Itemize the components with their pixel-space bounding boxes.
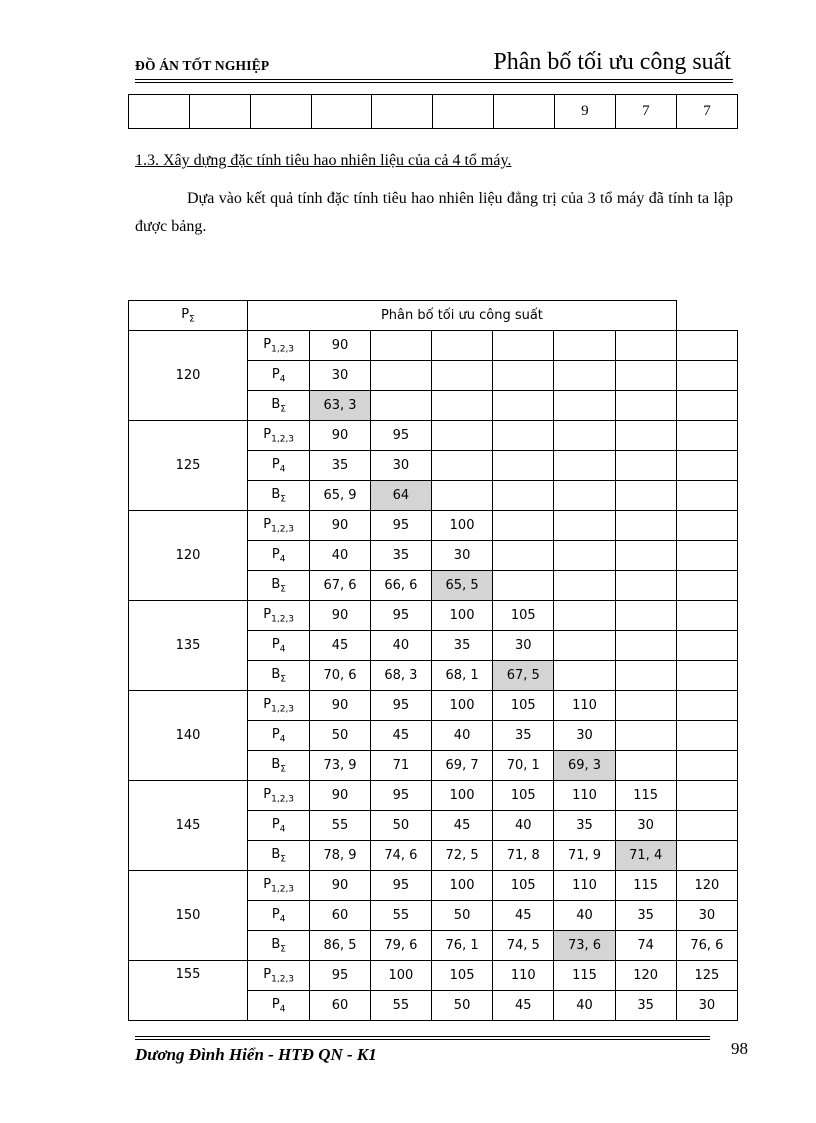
table-cell: 95 (370, 691, 431, 721)
table-cell (431, 421, 492, 451)
continued-table-cell (250, 95, 311, 129)
table-cell (615, 481, 676, 511)
table-cell: 90 (310, 511, 371, 541)
table-cell: 74, 5 (493, 931, 554, 961)
table-cell (431, 391, 492, 421)
table-cell: 35 (493, 721, 554, 751)
table-cell: 35 (615, 991, 676, 1021)
table-cell (676, 331, 737, 361)
table-cell (676, 781, 737, 811)
table-cell (676, 811, 737, 841)
table-cell (615, 451, 676, 481)
row-label-label_p123: $P_{1,2,3}$ (248, 331, 310, 361)
table-cell (554, 571, 615, 601)
table-cell: 35 (615, 901, 676, 931)
table-cell: 79, 6 (370, 931, 431, 961)
table-cell: 105 (431, 961, 492, 991)
table-cell: 68, 1 (431, 661, 492, 691)
total-power-cell: 145 (129, 781, 248, 871)
table-cell: 74 (615, 931, 676, 961)
table-cell (615, 661, 676, 691)
continued-table-row (129, 95, 738, 129)
table-cell (554, 661, 615, 691)
table-row (129, 601, 738, 631)
row-label-label_p4: $P_4$ (248, 811, 310, 841)
table-cell: 64 (370, 481, 431, 511)
table-cell: 105 (493, 691, 554, 721)
table-cell: 90 (310, 421, 371, 451)
continued-table-cell: 9 (554, 95, 615, 129)
table-cell: 30 (676, 901, 737, 931)
continued-table-cell (433, 95, 494, 129)
table-cell: 45 (431, 811, 492, 841)
table-row (129, 871, 738, 901)
table-cell: 86, 5 (310, 931, 371, 961)
row-label-label_p4: $P_4$ (248, 541, 310, 571)
table-cell: 95 (370, 871, 431, 901)
table-cell (370, 391, 431, 421)
table-cell: 30 (615, 811, 676, 841)
continued-table-cell (372, 95, 433, 129)
table-cell: 68, 3 (370, 661, 431, 691)
row-label-label_b: $B_\Sigma$ (248, 841, 310, 871)
table-cell: 45 (310, 631, 371, 661)
table-cell: 60 (310, 991, 371, 1021)
table-cell (554, 361, 615, 391)
row-label-label_b: $B_\Sigma$ (248, 391, 310, 421)
table-cell: 115 (615, 781, 676, 811)
table-cell: 63, 3 (310, 391, 371, 421)
table-cell: 100 (370, 961, 431, 991)
table-cell: 40 (554, 901, 615, 931)
table-row (129, 691, 738, 721)
table-cell (676, 361, 737, 391)
table-cell: 30 (431, 541, 492, 571)
table-cell: 45 (493, 901, 554, 931)
table-cell: 35 (310, 451, 371, 481)
table-cell: 55 (370, 901, 431, 931)
table-cell: 73, 6 (554, 931, 615, 961)
table-cell: 71 (370, 751, 431, 781)
table-cell (493, 361, 554, 391)
table-cell: 30 (493, 631, 554, 661)
row-label-label_p123: $P_{1,2,3}$ (248, 871, 310, 901)
total-power-cell: 150 (129, 871, 248, 961)
table-cell (370, 331, 431, 361)
table-cell (554, 541, 615, 571)
row-label-label_p123: $P_{1,2,3}$ (248, 691, 310, 721)
header-total-power: $P_\Sigma$ (129, 301, 248, 331)
table-cell: 35 (370, 541, 431, 571)
table-cell: 73, 9 (310, 751, 371, 781)
table-cell: 30 (370, 451, 431, 481)
table-cell (493, 391, 554, 421)
header-thesis-label: ĐỒ ÁN TỐT NGHIỆP (135, 58, 270, 73)
table-cell: 100 (431, 781, 492, 811)
table-cell: 71, 9 (554, 841, 615, 871)
table-row (129, 331, 738, 361)
row-label-label_b: $B_\Sigma$ (248, 931, 310, 961)
footer-rule-2 (135, 1039, 710, 1040)
table-cell: 78, 9 (310, 841, 371, 871)
table-cell: 65, 5 (431, 571, 492, 601)
table-cell (493, 571, 554, 601)
table-cell (431, 361, 492, 391)
table-row (129, 781, 738, 811)
table-cell: 50 (370, 811, 431, 841)
table-cell (431, 451, 492, 481)
table-cell (554, 481, 615, 511)
table-cell (676, 841, 737, 871)
table-cell (493, 451, 554, 481)
table-row (129, 961, 738, 991)
total-power-cell: 120 (129, 511, 248, 601)
table-cell: 55 (310, 811, 371, 841)
table-cell (676, 661, 737, 691)
section-heading: 1.3. Xây dựng đặc tính tiêu hao nhiên liệu của cả 4 tổ máy. (135, 152, 512, 169)
total-power-cell: 120 (129, 331, 248, 421)
page-header (135, 44, 733, 80)
table-cell (676, 571, 737, 601)
table-cell (676, 751, 737, 781)
table-cell (676, 481, 737, 511)
row-label-label_p123: $P_{1,2,3}$ (248, 511, 310, 541)
table-cell (554, 451, 615, 481)
table-cell (615, 541, 676, 571)
table-cell: 65, 9 (310, 481, 371, 511)
table-cell (676, 601, 737, 631)
table-cell: 110 (554, 781, 615, 811)
table-cell: 110 (554, 871, 615, 901)
table-cell: 95 (370, 511, 431, 541)
table-cell: 30 (554, 721, 615, 751)
table-cell: 115 (615, 871, 676, 901)
table-cell: 125 (676, 961, 737, 991)
table-cell: 30 (676, 991, 737, 1021)
table-cell (615, 331, 676, 361)
table-cell (431, 481, 492, 511)
table-cell: 40 (310, 541, 371, 571)
table-cell: 30 (310, 361, 371, 391)
row-label-label_p4: $P_4$ (248, 721, 310, 751)
table-cell (676, 541, 737, 571)
table-cell: 105 (493, 601, 554, 631)
table-cell: 35 (554, 811, 615, 841)
row-label-label_b: $B_\Sigma$ (248, 661, 310, 691)
table-cell (493, 541, 554, 571)
table-cell (615, 721, 676, 751)
table-cell (615, 511, 676, 541)
continued-table-cell (494, 95, 555, 129)
table-cell: 55 (370, 991, 431, 1021)
header-distribution: Phân bố tối ưu công suất (248, 301, 677, 331)
table-cell: 100 (431, 691, 492, 721)
table-cell: 71, 4 (615, 841, 676, 871)
table-cell: 69, 3 (554, 751, 615, 781)
table-cell: 50 (431, 901, 492, 931)
header-rule (135, 79, 733, 80)
table-row (129, 421, 738, 451)
continued-table (128, 94, 738, 129)
row-label-label_p123: $P_{1,2,3}$ (248, 961, 310, 991)
table-cell: 45 (370, 721, 431, 751)
table-cell: 40 (493, 811, 554, 841)
table-cell: 67, 5 (493, 661, 554, 691)
table-cell: 66, 6 (370, 571, 431, 601)
table-cell (615, 691, 676, 721)
table-cell (676, 421, 737, 451)
table-cell (615, 361, 676, 391)
continued-table-cell: 7 (615, 95, 676, 129)
table-cell (370, 361, 431, 391)
row-label-label_p123: $P_{1,2,3}$ (248, 421, 310, 451)
table-cell (554, 331, 615, 361)
table-cell: 70, 1 (493, 751, 554, 781)
table-cell (431, 331, 492, 361)
table-cell (554, 601, 615, 631)
table-cell: 71, 8 (493, 841, 554, 871)
continued-table-cell: 7 (676, 95, 737, 129)
table-cell (615, 631, 676, 661)
table-cell: 90 (310, 691, 371, 721)
table-cell (615, 391, 676, 421)
table-cell: 120 (676, 871, 737, 901)
row-label-label_p4: $P_4$ (248, 631, 310, 661)
table-cell (676, 391, 737, 421)
table-cell (554, 391, 615, 421)
table-cell: 100 (431, 871, 492, 901)
table-cell: 60 (310, 901, 371, 931)
total-power-cell: 155 (129, 961, 248, 1021)
continued-table-cell (129, 95, 190, 129)
row-label-label_b: $B_\Sigma$ (248, 751, 310, 781)
table-cell: 95 (370, 601, 431, 631)
table-cell: 69, 7 (431, 751, 492, 781)
table-cell: 90 (310, 331, 371, 361)
table-cell: 110 (493, 961, 554, 991)
table-cell (554, 511, 615, 541)
row-label-label_p4: $P_4$ (248, 361, 310, 391)
table-cell (493, 331, 554, 361)
table-cell: 95 (370, 421, 431, 451)
table-cell: 100 (431, 601, 492, 631)
table-cell: 70, 6 (310, 661, 371, 691)
table-row (129, 511, 738, 541)
table-cell (554, 421, 615, 451)
continued-table-cell (311, 95, 372, 129)
table-cell (615, 751, 676, 781)
table-cell: 76, 6 (676, 931, 737, 961)
table-cell: 95 (370, 781, 431, 811)
table-cell (615, 601, 676, 631)
table-cell (676, 721, 737, 751)
row-label-label_p4: $P_4$ (248, 901, 310, 931)
table-cell: 105 (493, 781, 554, 811)
continued-table-cell (189, 95, 250, 129)
intro-paragraph: Dựa vào kết quả tính đặc tính tiêu hao nhiên liệu đẳng trị của 3 tổ máy đã tính ta lập được bảng. (135, 190, 733, 235)
header-chapter-title: Phân bố tối ưu công suất (493, 49, 731, 75)
row-label-label_p4: $P_4$ (248, 451, 310, 481)
row-label-label_p123: $P_{1,2,3}$ (248, 601, 310, 631)
table-cell (493, 421, 554, 451)
total-power-cell: 140 (129, 691, 248, 781)
table-cell: 50 (310, 721, 371, 751)
table-cell: 40 (554, 991, 615, 1021)
table-cell (493, 511, 554, 541)
row-label-label_p123: $P_{1,2,3}$ (248, 781, 310, 811)
table-cell: 90 (310, 871, 371, 901)
table-cell (676, 511, 737, 541)
total-power-cell: 135 (129, 601, 248, 691)
footer-rule (135, 1036, 710, 1037)
table-cell: 67, 6 (310, 571, 371, 601)
table-cell: 95 (310, 961, 371, 991)
table-cell: 50 (431, 991, 492, 1021)
table-cell (676, 691, 737, 721)
table-cell: 90 (310, 601, 371, 631)
table-cell: 120 (615, 961, 676, 991)
table-cell: 74, 6 (370, 841, 431, 871)
table-cell: 110 (554, 691, 615, 721)
footer-author: Dương Đình Hiển - HTĐ QN - K1 (135, 1045, 377, 1064)
table-cell: 76, 1 (431, 931, 492, 961)
row-label-label_b: $B_\Sigma$ (248, 571, 310, 601)
row-label-label_p4: $P_4$ (248, 991, 310, 1021)
table-cell: 90 (310, 781, 371, 811)
table-cell: 45 (493, 991, 554, 1021)
header-rule-2 (135, 82, 733, 83)
table-cell (615, 571, 676, 601)
table-cell (615, 421, 676, 451)
optimal-power-distribution-table (128, 300, 738, 1021)
table-cell: 35 (431, 631, 492, 661)
row-label-label_b: $B_\Sigma$ (248, 481, 310, 511)
table-cell (493, 481, 554, 511)
page-number: 98 (731, 1039, 748, 1058)
table-header-row (129, 301, 738, 331)
table-cell: 40 (370, 631, 431, 661)
table-cell: 105 (493, 871, 554, 901)
table-cell (676, 631, 737, 661)
table-cell: 72, 5 (431, 841, 492, 871)
table-cell: 40 (431, 721, 492, 751)
total-power-cell: 125 (129, 421, 248, 511)
table-cell: 100 (431, 511, 492, 541)
table-cell (676, 451, 737, 481)
table-cell (554, 631, 615, 661)
table-cell: 115 (554, 961, 615, 991)
